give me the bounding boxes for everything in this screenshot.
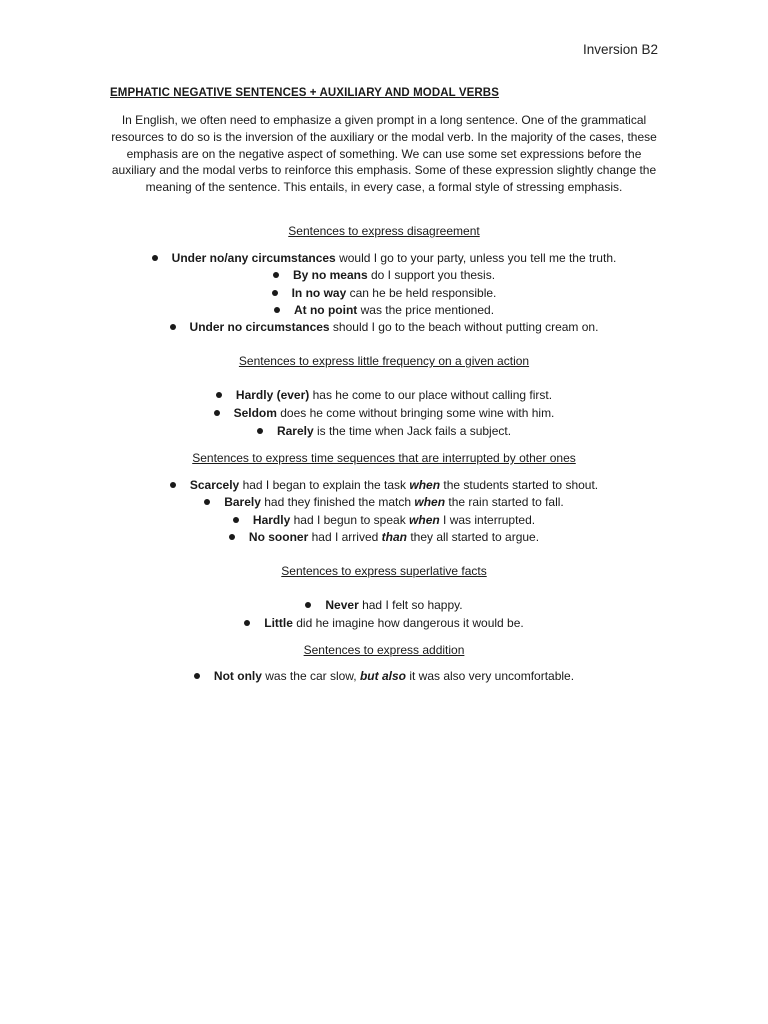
section-heading-addition: Sentences to express addition: [303, 643, 465, 657]
list-item: Seldom does he come without bringing some wine with him.: [0, 406, 768, 420]
document-title: EMPHATIC NEGATIVE SENTENCES + AUXILIARY AND MODAL VERBS: [110, 87, 499, 99]
list-item: Under no/any circumstances would I go to your party, unless you tell me the truth.: [0, 251, 768, 265]
page-header: Inversion B2: [582, 42, 658, 57]
bullet-icon: [272, 290, 278, 296]
list-item: By no means do I support you thesis.: [0, 268, 768, 282]
bullet-icon: [233, 517, 239, 523]
bullet-icon: [216, 392, 222, 398]
list-item: Hardly (ever) has he come to our place without calling first.: [0, 388, 768, 402]
section-heading-superlative: Sentences to express superlative facts: [281, 564, 487, 578]
list-item: At no point was the price mentioned.: [0, 303, 768, 317]
bullet-icon: [273, 272, 279, 278]
bullet-icon: [170, 324, 176, 330]
list-item: Barely had they finished the match when the rain started to fall.: [0, 495, 768, 509]
bullet-icon: [257, 428, 263, 434]
list-item: Little did he imagine how dangerous it would be.: [0, 616, 768, 630]
bullet-icon: [244, 620, 250, 626]
list-item: No sooner had I arrived than they all started to argue.: [0, 530, 768, 544]
section-heading-disagreement: Sentences to express disagreement: [288, 224, 480, 238]
section-heading-frequency: Sentences to express little frequency on a given action: [238, 354, 530, 368]
bullet-icon: [170, 482, 176, 488]
bullet-icon: [274, 307, 280, 313]
bullet-icon: [152, 255, 158, 261]
list-item: Hardly had I begun to speak when I was interrupted.: [0, 513, 768, 527]
section-heading-time-sequences: Sentences to express time sequences that are interrupted by other ones: [192, 451, 576, 465]
bullet-icon: [194, 673, 200, 679]
list-item: Not only was the car slow, but also it was also very uncomfortable.: [0, 669, 768, 683]
bullet-icon: [204, 499, 210, 505]
list-item: Never had I felt so happy.: [0, 598, 768, 612]
bullet-icon: [229, 534, 235, 540]
bullet-icon: [214, 410, 220, 416]
list-item: Scarcely had I began to explain the task when the students started to shout.: [0, 478, 768, 492]
list-item: Rarely is the time when Jack fails a subject.: [0, 424, 768, 438]
bullet-icon: [305, 602, 311, 608]
list-item: Under no circumstances should I go to the beach without putting cream on.: [0, 320, 768, 334]
intro-paragraph: In English, we often need to emphasize a given prompt in a long sentence. One of the grammatical resources to do so is the inversion of the auxiliary or the modal verb. In the majority of the cases, these emphasis are on the negative aspect of something. We can use some set expressions before the auxiliary and the modal verbs to reinforce this emphasis. Some of these expression slightly change the meaning of the sentence. This entails, in every case, a formal style of stressing emphasis.: [111, 113, 657, 195]
list-item: In no way can he be held responsible.: [0, 286, 768, 300]
